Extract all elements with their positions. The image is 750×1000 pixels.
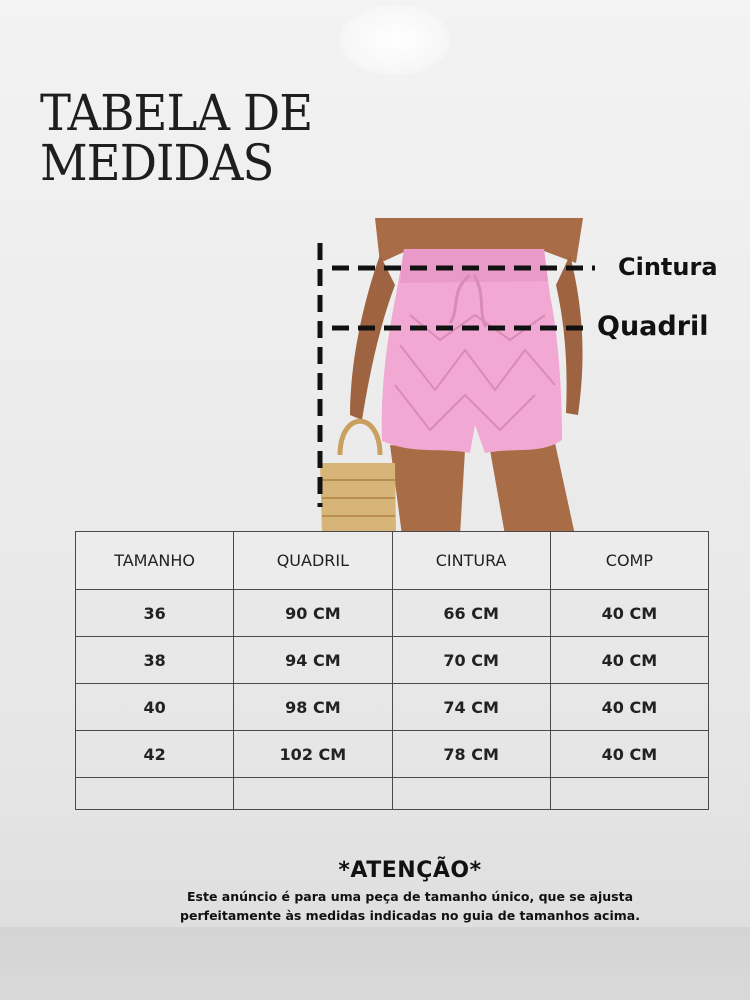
label-quadril: Quadril	[597, 311, 709, 342]
table-cell: 94 CM	[234, 637, 392, 684]
page-title	[40, 84, 313, 192]
attention-heading: *ATENÇÃO*	[338, 858, 482, 883]
table-cell: 40 CM	[550, 637, 708, 684]
left-leg	[390, 445, 465, 535]
product-figure	[300, 215, 750, 535]
table-cell: 74 CM	[392, 684, 550, 731]
page-title-line-2: MEDIDAS	[40, 134, 274, 192]
table-cell: 36	[76, 590, 234, 637]
header-cintura: CINTURA	[392, 532, 550, 590]
table-cell: 38	[76, 637, 234, 684]
table-cell: 90 CM	[234, 590, 392, 637]
label-cintura: Cintura	[618, 253, 718, 281]
bottom-band	[0, 927, 750, 1000]
table-cell-empty	[76, 778, 234, 810]
table-cell: 98 CM	[234, 684, 392, 731]
attention-line-1: Este anúncio é para uma peça de tamanho único, que se ajusta	[186, 889, 634, 904]
table-cell: 102 CM	[234, 731, 392, 778]
attention-line-2: perfeitamente às medidas indicadas no guia de tamanhos acima.	[180, 908, 640, 923]
table-cell-empty	[550, 778, 708, 810]
table-cell: 42	[76, 731, 234, 778]
table-cell: 70 CM	[392, 637, 550, 684]
attention-text	[160, 887, 660, 925]
table-cell-empty	[234, 778, 392, 810]
table-row-empty	[76, 778, 709, 810]
table-cell-empty	[392, 778, 550, 810]
right-leg	[490, 443, 575, 535]
size-table	[75, 531, 709, 810]
table-row	[76, 590, 709, 637]
page-title-line-1: TABELA DE	[40, 84, 313, 142]
table-header-row	[76, 532, 709, 590]
header-tamanho: TAMANHO	[76, 532, 234, 590]
table-row	[76, 731, 709, 778]
table-cell: 66 CM	[392, 590, 550, 637]
background-glow	[340, 5, 450, 75]
table-row	[76, 637, 709, 684]
table-cell: 40	[76, 684, 234, 731]
table-cell: 40 CM	[550, 731, 708, 778]
bag-handle	[340, 421, 380, 455]
table-cell: 40 CM	[550, 684, 708, 731]
table-cell: 40 CM	[550, 590, 708, 637]
table-cell: 78 CM	[392, 731, 550, 778]
header-quadril: QUADRIL	[234, 532, 392, 590]
header-comp: COMP	[550, 532, 708, 590]
attention-notice	[160, 858, 660, 925]
table-row	[76, 684, 709, 731]
